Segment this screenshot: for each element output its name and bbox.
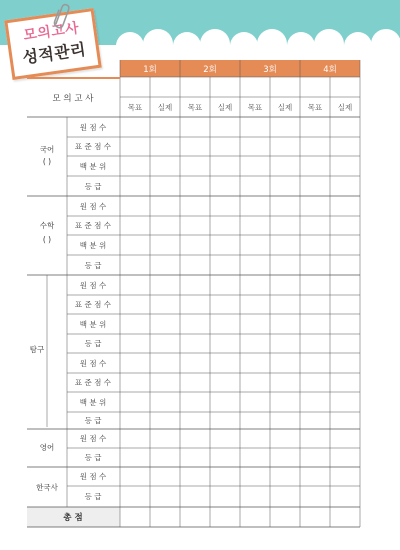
subject-inquiry: 탐구 [29, 345, 45, 354]
inquiry1-grade-label: 등 급 [84, 339, 102, 348]
korean-raw-label: 원 점 수 [79, 123, 107, 132]
inquiry2-standard-label: 표 준 점 수 [74, 378, 112, 387]
round-3-actual-label: 실제 [277, 103, 293, 112]
math-standard-label: 표 준 점 수 [74, 221, 112, 230]
subject-math-paren: ( ) [42, 235, 52, 244]
round-1-actual-label: 실제 [157, 103, 173, 112]
round-3-label: 3회 [263, 65, 277, 75]
inquiry2-grade-label: 등 급 [84, 416, 102, 425]
math-raw-label: 원 점 수 [79, 202, 107, 211]
subject-history: 한국사 [36, 483, 58, 492]
exam-label: 모 의 고 사 [52, 94, 94, 104]
round-4-actual-label: 실제 [337, 103, 353, 112]
history-grade-label: 등 급 [84, 492, 102, 501]
round-3-target-label: 목표 [247, 103, 263, 112]
subject-korean-paren: ( ) [42, 157, 52, 166]
english-grade-label: 등 급 [84, 453, 102, 462]
round-2-label: 2회 [203, 65, 217, 75]
subject-korean: 국어 [39, 145, 55, 154]
history-raw-label: 원 점 수 [79, 472, 107, 481]
round-4-target-label: 목표 [307, 103, 323, 112]
korean-percentile-label: 백 분 위 [79, 162, 107, 171]
english-raw-label: 원 점 수 [79, 434, 107, 443]
round-4-label: 4회 [323, 65, 337, 75]
title-line2: 성적관리 [21, 39, 88, 68]
math-grade-label: 등 급 [84, 261, 102, 270]
round-2-actual-label: 실제 [217, 103, 233, 112]
korean-grade-label: 등 급 [84, 182, 102, 191]
subject-math: 수학 [39, 221, 55, 230]
inquiry1-percentile-label: 백 분 위 [79, 320, 107, 329]
subject-english: 영어 [39, 443, 55, 452]
round-1-target-label: 목표 [127, 103, 143, 112]
total-label: 총 점 [63, 513, 83, 523]
inquiry1-standard-label: 표 준 점 수 [74, 300, 112, 309]
round-2-target-label: 목표 [187, 103, 203, 112]
korean-standard-label: 표 준 점 수 [74, 142, 112, 151]
inquiry2-raw-label: 원 점 수 [79, 359, 107, 368]
round-1-label: 1회 [143, 65, 157, 75]
inquiry1-raw-label: 원 점 수 [79, 281, 107, 290]
math-percentile-label: 백 분 위 [79, 241, 107, 250]
title-line1: 모의고사 [22, 20, 81, 44]
inquiry2-percentile-label: 백 분 위 [79, 398, 107, 407]
